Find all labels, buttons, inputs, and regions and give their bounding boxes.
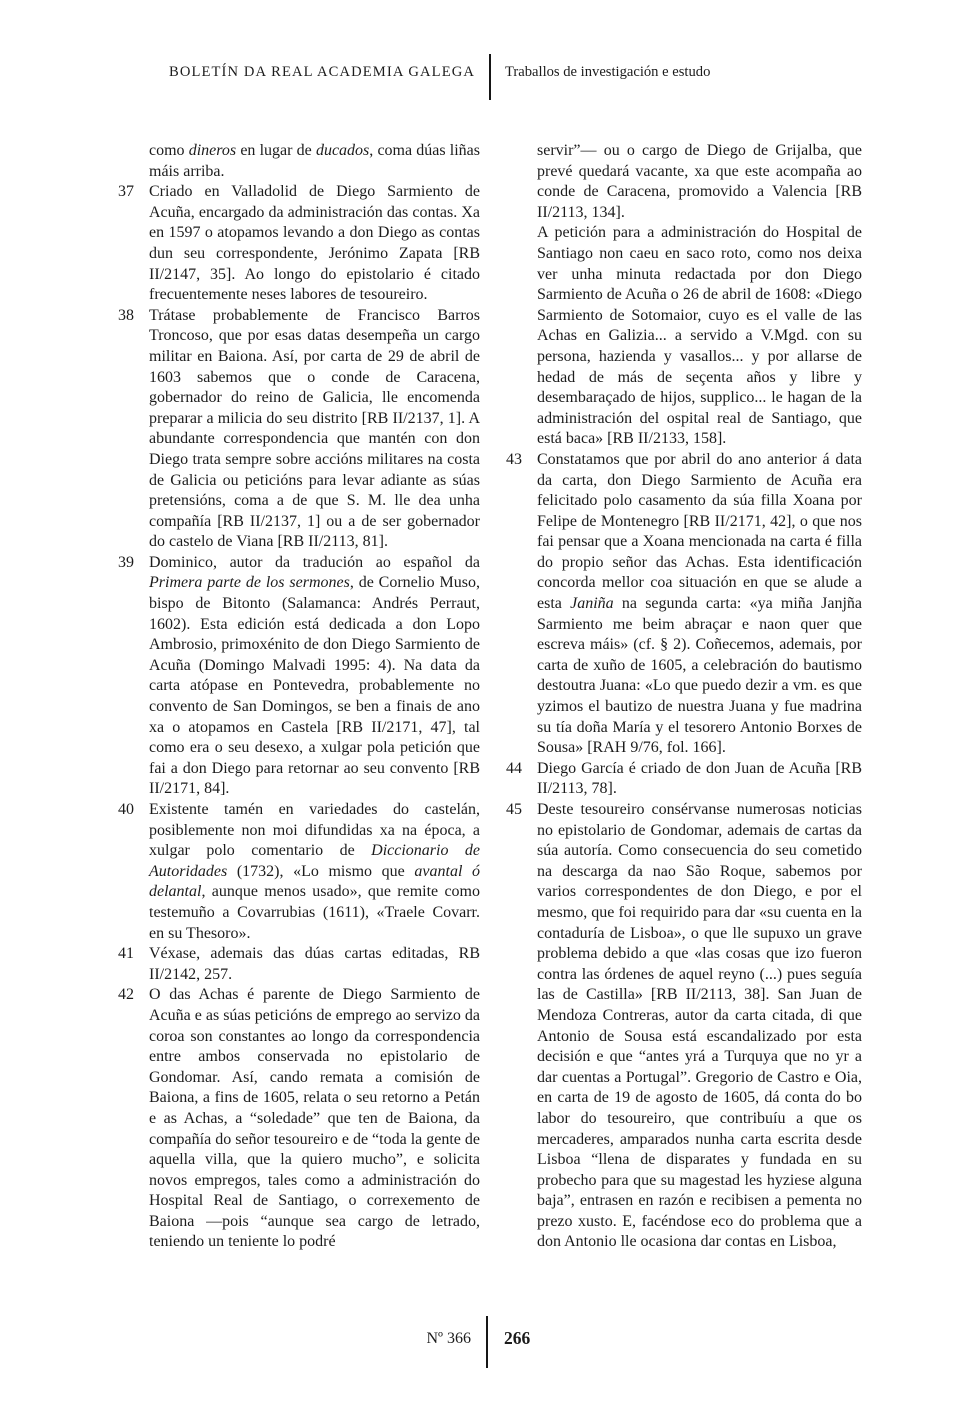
footnote-text: Diego García é criado de don Juan de Acuña [RB II/2113, 78].: [537, 759, 862, 798]
footnote-text: Deste tesoureiro consérvanse numerosas noticias no epistolario de Gondomar, ademais de cartas da súa autoría. Como consecuencia do seu cometido na descarga da nao São Roque, sabemos por varios correspondentes de don Diego, e por el mesmo, que foi requirido para dar «su cuenta en la contaduría de Lisboa», o que lle supuxo un grave problema debido a que «las cosas que izo fueron contra las órdenes de aquel reyno (...) pues seguía las de Castilla» [RB II/2113, 38]. San Juan de Mendoza Contreras, autor da carta citada, di que Antonio de Sousa está escandalizado por esta decisión e que “antes yrá a Turquya que no yr a dar cuentas a Portugal”. Gregorio de Castro e Oia, en carta de 19 de agosto de 1605, dá conta do bo labor do tesoureiro, que contribuíu a que os mercaderes, amparados nunha carta escrita desde Lisboa “llena de disparates y fundada en su probecho para que su magestad les hyziese alguna baja”, entrasen en razón e recibisen a pementa no prezo xusto. E, facéndose eco do problema que a don Antonio lle ocasiona dar contas en Lisboa,: [537, 801, 862, 1251]
footnote-number: 42: [118, 986, 134, 1004]
footnote-43: [506, 450, 862, 759]
footnote-text: Dominico, autor da tradución ao español da Primera parte de los sermones, de Cornelio Muso, bispo de Bitonto (Salamanca: Andrés Perraut, 1602). Esta edición está dedicada a don Lopo Ambrosio, primoxénito de don Diego Sarmiento de Acuña (Domingo Malvadi 1995: 4). Na data da carta atópase en Pontevedra, probablemente no convento de San Domingos, se ben a finais de ano xa o atopamos en Castela [RB II/2171, 47], tal como era o seu desexo, a xulgar pola petición que fai a don Diego para retornar ao seu convento [RB II/2171, 84].: [149, 553, 481, 798]
footnote-number: 39: [118, 553, 134, 571]
footnote-text: Véxase, ademais das dúas cartas editadas, RB II/2142, 257.: [149, 945, 480, 983]
footnote-45: [506, 800, 862, 1253]
footnote-number: 43: [506, 450, 522, 468]
journal-title: BOLETÍN DA REAL ACADEMIA GALEGA: [169, 64, 475, 80]
footnotes-left-list: [118, 182, 480, 1253]
footnotes-body: [118, 141, 862, 1253]
italic-text: dineros: [188, 142, 237, 159]
footnote-number: 44: [506, 759, 522, 777]
footnote-number: 40: [118, 801, 134, 818]
footnote-41: [118, 944, 480, 985]
footnote-42-second-paragraph: A petición para a administración do Hospital de Santiago non caeu en saco roto, como nos deixa ver unha minuta redactada por don Diego Sarmiento de Acuña o 26 de abril de 1608: «Diego Sarmiento de Sotomaior, cuyo es el valle de las Achas en Galizia... a servido a V.Mgd. con su persona, hazienda y vasallos... y por allarse de hedad de más de seçenta años y libre y desembaraçado de hijos, supplico... le hagan de la administración del ospital real de Santiago, que está baca» [RB II/2133, 158].: [537, 224, 862, 448]
footnote-text: Criado en Valladolid de Diego Sarmiento de Acuña, encargado da administración das contas. Xa en 1597 o atopamos levando a don Diego as contas dun seu correspondente, Jerónimo Zapata [RB II/2147, 35]. Ao longo do epistolario é citado frecuentemente neses labores de tesoureiro.: [149, 183, 480, 304]
footnote-text: Trátase probablemente de Francisco Barros Troncoso, que por esas datas desempeña un cargo militar en Baiona. Así, por carta de 29 de abril de 1603 sabemos que o conde de Caracena, gobernador do reino de Galicia, lle encomenda preparar a milicia do seu distrito [RB II/2137, 1]. A abundante correspondencia que mantén con don Diego trata sempre sobre accións militares na costa de Galicia ou peticións para levar adiante as súas pretensións, coma a de que S. M. lle dea unha compañía [RB II/2137, 1] ou a de ser gobernador do castelo de Viana [RB II/2113, 81].: [149, 306, 480, 551]
footnote-number: 37: [118, 183, 134, 201]
footnotes-left-column: [118, 141, 480, 1253]
footnote-text: O das Achas é parente de Diego Sarmiento de Acuña e as súas peticións de emprego ao servizo da coroa son constantes ao longo da correspondencia entre ambos conservada no epistolario de Gondomar. Así, cando remata a comisión de Baiona, a fins de 1605, relata o seu retorno a Petán e as Achas, a “soledade” que ten de Baiona, da compañía do señor tesoureiro e de “toda la gente de aquella villa, que la quiero mucho”, e solicita novos empregos, tales como a administración do Hospital Real de Santiago, o correxemento de Baiona —pois “aunque sea cargo de letrado, teniendo un teniente lo podré: [149, 986, 480, 1251]
footnote-39: [118, 553, 480, 800]
footnote-text: Constatamos que por abril do ano anterior á data da carta, don Diego Sarmiento de Acuña era felicitado polo casamento da súa filla Xoana por Felipe de Montenegro [RB II/2171, 42], o que nos fai pensar que a Xoana mencionada na carta é filla do propio señor das Achas. Esta identificación concorda mellor coa situación en que se alude a esta Janiña na segunda carta: «ya miña Janjña Sarmiento me beim abraçar e naon quer que escreva máis» (cf. § 2). Coñecemos, ademais, por carta de xuño de 1605, a celebración do bautismo destoutra Juana: «Lo que puedo dezir a vm. es que yzimos el bautizo de nuestra Juana y fue madrina su tía doña María y el tesorero Antonio Borxes de Sousa» [RAH 9/76, fol. 166].: [537, 450, 863, 757]
footer-divider: [486, 1316, 488, 1368]
footnote-42-continuation: servir”— ou o cargo de Diego de Grijalba, que prevé quedará vacante, xa que este acompaña ao conde de Caracena, promovido a Valencia [RB II/2113, 134].: [537, 142, 862, 221]
italic-text: ducados: [315, 142, 370, 159]
footnote-36-continuation: como dineros en lugar de ducados, coma dúas liñas máis arriba.: [149, 142, 480, 180]
footnote-42: [118, 985, 480, 1253]
italic-text: Janiña: [570, 595, 614, 613]
footnote-number: 38: [118, 306, 134, 324]
footnote-38: [118, 306, 480, 553]
italic-text: Primera parte de los sermones: [149, 574, 350, 592]
italic-text: avantal ó delantal: [149, 862, 480, 901]
footnote-number: 41: [118, 945, 134, 963]
italic-text: Diccionario de Autoridades: [149, 842, 480, 880]
issue-number: Nº 366: [426, 1330, 471, 1347]
footnotes-right-column: [506, 141, 862, 1253]
footnotes-right-list: [506, 450, 862, 1253]
footnote-44: [506, 759, 862, 800]
section-title: Traballos de investigación e estudo: [505, 64, 711, 80]
page-number: 266: [504, 1328, 531, 1348]
footnote-40: [118, 800, 480, 944]
header-divider: [489, 54, 491, 100]
footnote-text: Existente tamén en variedades do castelán, posiblemente non moi difundidas xa na época, a xulgar polo comentario de Diccionario de Autoridades (1732), «Lo mismo que avantal ó delantal, aunque menos usado», que remite como testemuño a Covarrubias (1611), «Traele Covarr. en su Thesoro».: [149, 801, 480, 942]
footnote-37: [118, 182, 480, 306]
footnote-number: 45: [506, 801, 522, 818]
